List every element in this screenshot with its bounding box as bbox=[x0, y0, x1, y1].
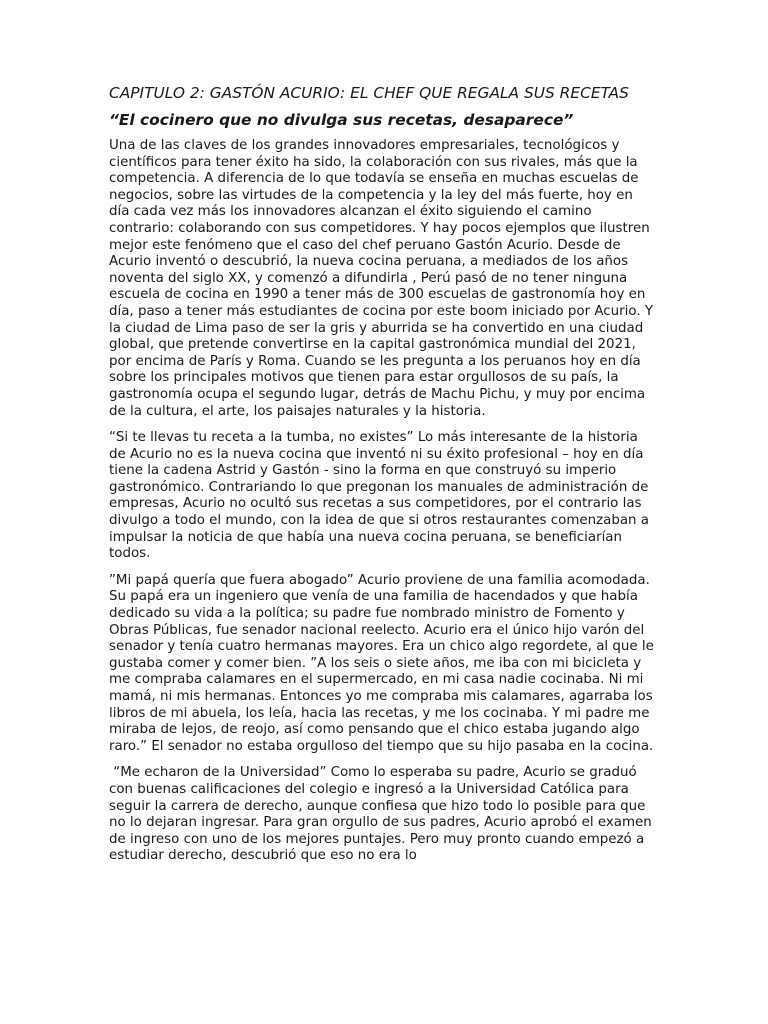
chapter-title: CAPITULO 2: GASTÓN ACURIO: EL CHEF QUE REGALA SUS RECETAS bbox=[109, 84, 629, 102]
body-paragraph: “Si te llevas tu receta a la tumba, no existes” Lo más interesante de la historia de Acurio no es la nueva cocina que inventó ni su éxito profesional – hoy en día tiene la cadena Astrid y Gastón - sino la forma en que construyó su imperio gastronómico. Contrariando lo que pregonan los manuales de administración de empresas, Acurio no ocultó sus recetas a sus competidores, por el contrario las divulgo a todo el mundo, con la idea de que si otros restaurantes comenzaban a impulsar la noticia de que había una nueva cocina peruana, se beneficiarían todos. bbox=[109, 430, 654, 562]
body-paragraph: “Me echaron de la Universidad” Como lo esperaba su padre, Acurio se graduó con buenas calificaciones del colegio e ingresó a la Universidad Católica para seguir la carrera de derecho, aunque confiesa que hizo todo lo posible para que no lo dejaran ingresar. Para gran orgullo de sus padres, Acurio aprobó el examen de ingreso con uno de los mejores puntajes. Pero muy pronto cuando empezó a estudiar derecho, descubrió que eso no era lo bbox=[109, 765, 657, 864]
body-paragraph: ”Mi papá quería que fuera abogado” Acurio proviene de una familia acomodada. Su papá era un ingeniero que venía de una familia de hacendados y que había dedicado su vida a la política; su padre fue nombrado ministro de Fomento y Obras Públicas, fue senador nacional reelecto. Acurio era el único hijo varón del senador y tenía cuatro hermanas mayores. Era un chico algo regordete, al que le gustaba comer y comer bien. ”A los seis o siete años, me iba con mi bicicleta y me compraba calamares en el supermercado, en mi casa nadie cocinaba. Ni mi mamá, ni mis hermanas. Entonces yo me compraba mis calamares, agarraba los libros de mi abuela, los leía, hacia las recetas, y me los cocinaba. Y mi padre me miraba de lejos, de reojo, así como pensando que el chico estaba jugando algo raro.” El senador no estaba orgulloso del tiempo que su hijo pasaba en la cocina. bbox=[109, 572, 659, 754]
document-page bbox=[109, 84, 657, 875]
epigraph-quote: “El cocinero que no divulga sus recetas, desaparece” bbox=[109, 110, 574, 129]
body-paragraph: Una de las claves de los grandes innovadores empresariales, tecnológicos y científicos para tener éxito ha sido, la colaboración con sus rivales, más que la competencia. A diferencia de lo que todavía se enseña en muchas escuelas de negocios, sobre las virtudes de la competencia y la ley del más fuerte, hoy en día cada vez más los innovadores alcanzan el éxito siguiendo el camino contrario: colaborando con sus competidores. Y hay pocos ejemplos que ilustren mejor este fenómeno que el caso del chef peruano Gastón Acurio. Desde de Acurio inventó o descubrió, la nueva cocina peruana, a mediados de los años noventa del siglo XX, y comenzó a difundirla , Perú pasó de no tener ninguna escuela de cocina en 1990 a tener más de 300 escuelas de gastronomía hoy en día, paso a tener más estudiantes de cocina por este boom iniciado por Acurio. Y la ciudad de Lima paso de ser la gris y aburrida se ha convertido en una ciudad global, que pretende convertirse en la capital gastronómica mundial del 2021, por encima de París y Roma. Cuando se les pregunta a los peruanos hoy en día sobre los principales motivos que tienen para estar orgullosos de su país, la gastronomía ocupa el segundo lugar, detrás de Machu Pichu, y muy por encima de la cultura, el arte, los paisajes naturales y la historia. bbox=[109, 138, 658, 419]
